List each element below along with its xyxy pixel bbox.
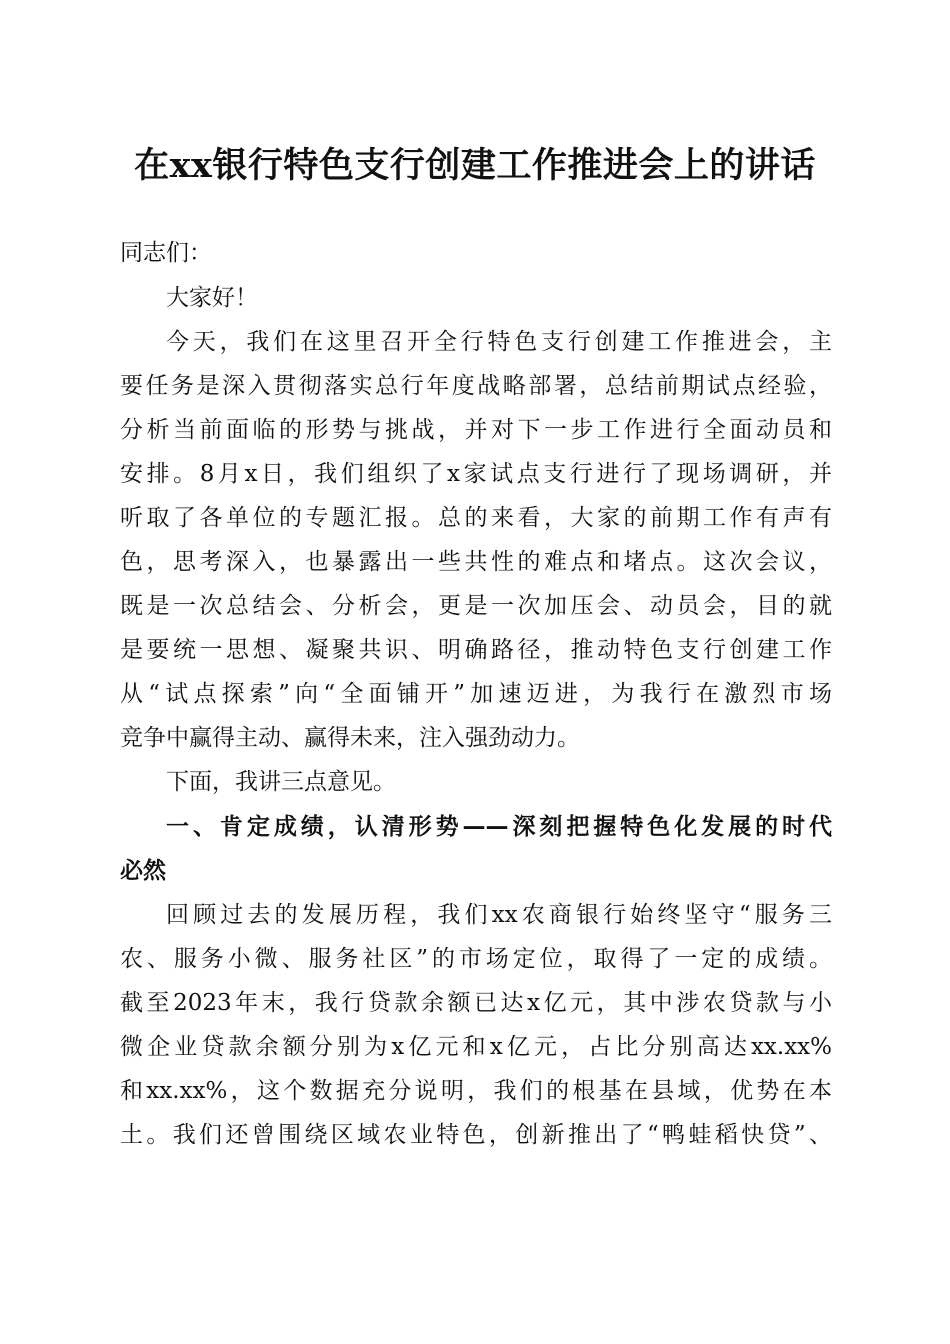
paragraph-line: 是要统一思想、凝聚共识、明确路径，推动特色支行创建工作 [120, 637, 832, 663]
paragraph-line: 截至2023年末，我行贷款余额已达x亿元，其中涉农贷款与小 [120, 990, 832, 1016]
paragraph-line: 微企业贷款余额分别为x亿元和x亿元，占比分别高达xx.xx% [120, 1034, 832, 1060]
paragraph-line: 今天，我们在这里召开全行特色支行创建工作推进会，主 [166, 329, 832, 355]
paragraph-line: 分析当前面临的形势与挑战，并对下一步工作进行全面动员和 [120, 417, 832, 443]
document-title: 在xx银行特色支行创建工作推进会上的讲话 [134, 145, 816, 186]
section-heading: 一、肯定成绩，认清形势——深刻把握特色化发展的时代 [166, 814, 832, 840]
paragraph-line: 回顾过去的发展历程，我们xx农商银行始终坚守“服务三 [166, 902, 832, 928]
paragraph-line: 农、服务小微、服务社区”的市场定位，取得了一定的成绩。 [120, 946, 832, 972]
paragraph-line: 既是一次总结会、分析会，更是一次加压会、动员会，目的就 [120, 593, 832, 619]
paragraph-line: 要任务是深入贯彻落实总行年度战略部署，总结前期试点经验， [120, 373, 832, 399]
paragraph-line: 和xx.xx%，这个数据充分说明，我们的根基在县域，优势在本 [120, 1078, 832, 1104]
paragraph-line: 竞争中赢得主动、赢得未来，注入强劲动力。 [120, 725, 580, 751]
paragraph-line: 安排。8月x日，我们组织了x家试点支行进行了现场调研，并 [120, 461, 832, 487]
paragraph-line: 听取了各单位的专题汇报。总的来看，大家的前期工作有声有 [120, 505, 832, 531]
salutation: 同志们： [120, 240, 212, 266]
section-heading: 必然 [120, 858, 166, 884]
greeting: 大家好！ [166, 285, 258, 311]
paragraph-line: 色，思考深入，也暴露出一些共性的难点和堵点。这次会议， [120, 549, 832, 575]
paragraph-line: 土。我们还曾围绕区域农业特色，创新推出了“鸭蛙稻快贷”、 [120, 1122, 832, 1148]
paragraph-line: 下面，我讲三点意见。 [166, 769, 396, 795]
paragraph-line: 从“试点探索”向“全面铺开”加速迈进，为我行在激烈市场 [120, 681, 832, 707]
